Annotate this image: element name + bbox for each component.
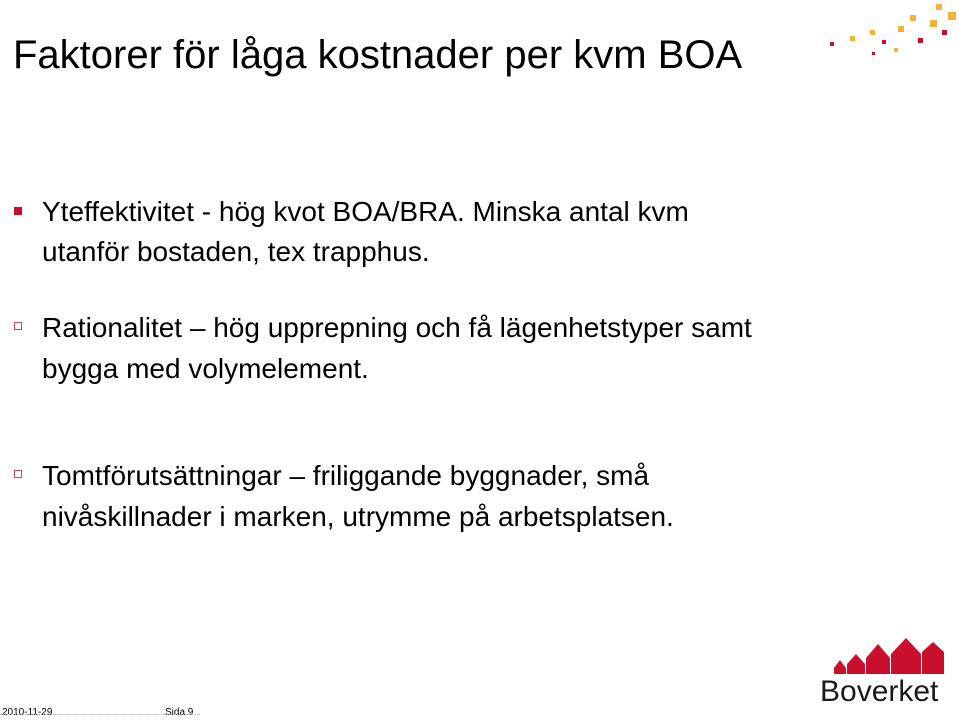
bullet-text: Rationalitet – hög upprepning och få lägenhetstyper samt bygga med volymelement. <box>42 312 752 384</box>
slide-title: Faktorer för låga kostnader per kvm BOA <box>13 33 743 77</box>
boverket-logo <box>820 638 946 710</box>
bullet-text: Tomtförutsättningar – friliggande byggnader, små nivåskillnader i marken, utrymme på arbetsplatsen. <box>42 460 674 532</box>
bullet-square-icon <box>14 470 22 478</box>
footer-divider <box>0 714 200 716</box>
footer-date: 2010-11-29 <box>2 707 53 718</box>
footer-page-number: Sida 9 <box>165 707 194 718</box>
bullet-square-icon <box>14 207 22 215</box>
logo-wordmark: Boverket <box>820 675 939 708</box>
boverket-houses-icon <box>834 638 944 674</box>
bullet-square-icon <box>14 322 22 330</box>
bullet-text: Yteffektivitet - hög kvot BOA/BRA. Minska antal kvm utanför bostaden, tex trapphus. <box>42 196 689 267</box>
decorative-dots-icon <box>820 0 959 70</box>
